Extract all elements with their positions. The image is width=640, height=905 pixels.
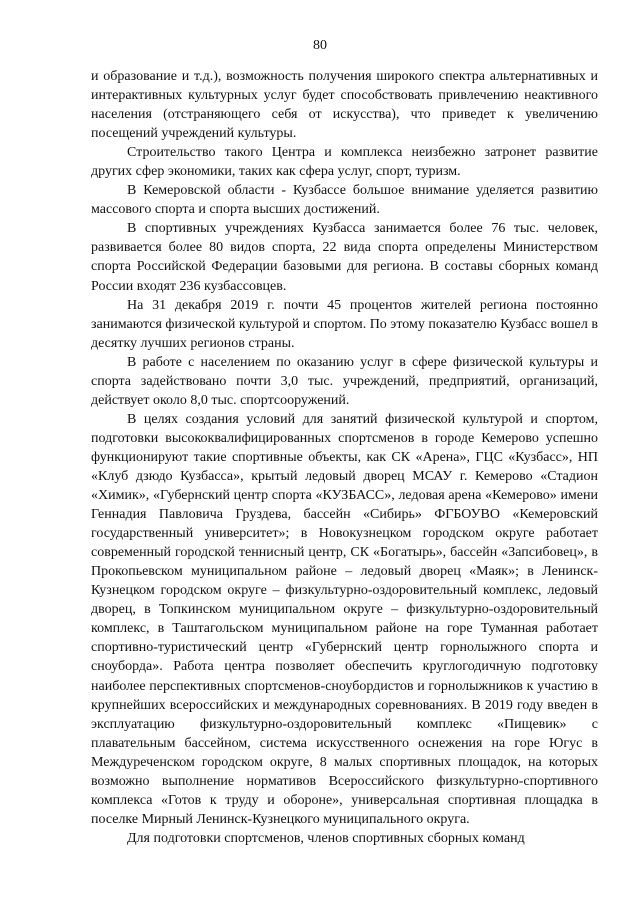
paragraph: Строительство такого Центра и комплекса неизбежно затронет развитие других сфер экономики, таких как сфера услуг, спорт, туризм. bbox=[91, 145, 598, 180]
paragraph: На 31 декабря 2019 г. почти 45 процентов жителей региона постоянно занимаются физической культурой и спортом. По этому показателю Кузбасс вошел в десятку лучших регионов страны. bbox=[91, 297, 598, 351]
paragraph: В спортивных учреждениях Кузбасса занимается более 76 тыс. человек, развивается более 80 видов спорта, 22 вида спорта определены Министерством спорта Российской Федерации базовыми для региона. В составы сборных команд России входят 236 кузбассовцев. bbox=[91, 221, 598, 294]
paragraph: В Кемеровской области - Кузбассе большое внимание уделяется развитию массового спорта и спорта высших достижений. bbox=[91, 183, 598, 218]
paragraph-continued: и образование и т.д.), возможность получения широкого спектра альтернативных и интерактивных культурных услуг будет способствовать привлечению неактивного населения (отстраняющего себя от искусства), что приведет к увеличению посещений учреждений культуры. bbox=[91, 69, 598, 142]
paragraph: В целях создания условий для занятий физической культурой и спортом, подготовки высококвалифицированных спортсменов в городе Кемерово успешно функционируют такие спортивные объекты, как СК «Арена», ГЦС «Кузбасс», НП «Клуб дзюдо Кузбасса», крытый ледовый дворец МСАУ г. Кемерово «Стадион «Химик», «Губернский центр спорта «КУЗБАСС», ледовая арена «Кемерово» имени Геннадия Павловича Груздева, бассейн «Сибирь» ФГБОУВО «Кемеровский государственный университет»; в Новокузнецком городском округе работает современный городской теннисный центр, СК «Богатырь», бассейн «Запсибовец», в Прокопьевском муниципальном районе – ледовый дворец «Маяк»; в Ленинск-Кузнецком городском округе – физкультурно-оздоровительный комплекс, ледовый дворец, в Топкинском муниципальном округе – физкультурно-оздоровительный комплекс, в Таштагольском муниципальном районе на горе Туманная работает спортивно-туристический центр «Губернский центр горнолыжного спорта и сноуборда». Работа центра позволяет обеспечить круглогодичную подготовку наиболее перспективных спортсменов-сноубордистов и горнолыжников к участию в крупнейших всероссийских и международных соревнованиях. В 2019 году введен в эксплуатацию физкультурно-оздоровительный комплекс «Пищевик» с плавательным бассейном, система искусственного оснежения на горе Югус в Междуреченском городском округе, 8 малых спортивных площадок, на которых возможно выполнение нормативов Всероссийского физкультурно-спортивного комплекса «Готов к труду и обороне», универсальная спортивная площадка в поселке Мирный Ленинск-Кузнецкого муниципального округа. bbox=[91, 411, 598, 827]
page-number: 80 bbox=[313, 38, 327, 53]
body-text bbox=[91, 67, 598, 848]
paragraph: В работе с населением по оказанию услуг в сфере физической культуры и спорта задействовано почти 3,0 тыс. учреждений, предприятий, организаций, действует около 8,0 тыс. спортсооружений. bbox=[91, 354, 598, 408]
paragraph: Для подготовки спортсменов, членов спортивных сборных команд bbox=[127, 830, 525, 846]
